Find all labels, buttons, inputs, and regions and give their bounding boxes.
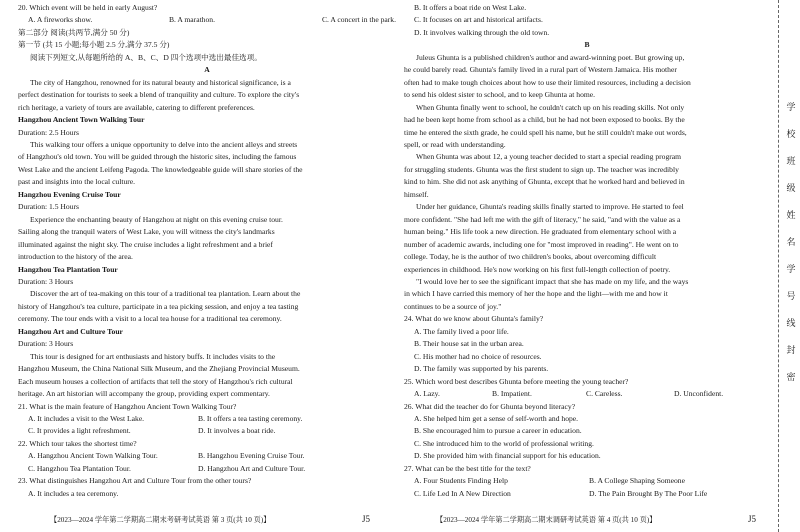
option: A. A fireworks show. — [28, 15, 93, 25]
option: D. The family was supported by his parents. — [414, 364, 549, 374]
intro-line: rich heritage, a variety of tours are available, catering to different preferences. — [18, 102, 255, 112]
option: A. She helped him get a sense of self-worth and hope. — [414, 413, 579, 423]
option: B. Impatient. — [492, 389, 532, 399]
option: D. Unconfident. — [674, 389, 724, 399]
q24-stem: 24. What do we know about Ghunta's family? — [404, 314, 544, 324]
option: B. Hangzhou Evening Cruise Tour. — [198, 451, 305, 461]
q22-options-row — [18, 463, 396, 475]
passage-line: Under her guidance, Ghunta's reading skills finally started to improve. He started to feel — [416, 202, 684, 212]
passage-line: number of academic awards, including one for "most improved in reading". He went on to — [404, 239, 679, 249]
margin-char: 封 — [786, 345, 796, 355]
option: A. Lazy. — [414, 389, 440, 399]
passage-line: human being." His life took a new direction. He graduated from elementary school with a — [404, 227, 677, 237]
passage-line: time he entered the sixth grade, he could spell his name, but he still couldn't make out words, — [404, 127, 687, 137]
section1-heading: 第一节 (共 15 小题;每小题 2.5 分,满分 37.5 分) — [18, 40, 170, 50]
right-page-mark: J5 — [748, 514, 757, 524]
passage-label-a: A — [204, 65, 210, 75]
part2-heading: 第二部分 阅读(共两节,满分 50 分) — [18, 27, 130, 37]
q21-options-row — [18, 413, 396, 425]
option: D. The Pain Brought By The Poor Life — [589, 488, 708, 498]
tour-line: of Hangzhou's old town. You will be guided through the historic sites, including the famous — [18, 152, 297, 162]
option: C. It focuses on art and historical artifacts. — [414, 15, 543, 25]
tour-duration: Duration: 2.5 Hours — [18, 127, 79, 137]
option: C. She introduced him to the world of professional writing. — [414, 438, 594, 448]
option: B. She encouraged him to pursue a career in education. — [414, 426, 582, 436]
margin-char: 密 — [786, 372, 796, 382]
option: A. The family lived a poor life. — [414, 326, 509, 336]
option: C. Hangzhou Tea Plantation Tour. — [28, 463, 131, 473]
tour-duration: Duration: 3 Hours — [18, 276, 74, 286]
margin-char: 姓 — [786, 210, 796, 220]
q21-stem: 21. What is the main feature of Hangzhou Ancient Town Walking Tour? — [18, 401, 237, 411]
passage-line: in which I have carried this memory of her the hope and the light—with me and how it — [404, 289, 668, 299]
margin-char: 班 — [786, 156, 796, 166]
left-footer: 【2023—2024 学年第二学期高二期末考研考试英语 第 3 页(共 10 页)】 — [50, 516, 271, 524]
tour-line: Discover the art of tea-making on this tour of a traditional tea plantation. Learn about the — [30, 289, 301, 299]
tour-title: Hangzhou Ancient Town Walking Tour — [18, 115, 145, 125]
right-page — [404, 2, 770, 500]
tour-line: Experience the enchanting beauty of Hangzhou at night on this evening cruise tour. — [30, 214, 283, 224]
margin-char: 学 — [786, 264, 796, 274]
tour-line: past and insights into the local culture. — [18, 177, 136, 187]
q27-stem: 27. What can be the best title for the text? — [404, 463, 531, 473]
passage-line: more confident. "She had left me with the gift of literacy," he said, "and with the value as a — [404, 214, 681, 224]
tour-line: Hangzhou Museum, the China National Silk Museum, and the Zhejiang Provincial Museum. — [18, 364, 300, 374]
q27-options-row — [404, 475, 770, 487]
tour-line: This walking tour offers a unique opportunity to delve into the ancient alleys and streets — [30, 139, 298, 149]
tour-line: illuminated against the night sky. The cruise includes a light refreshment and a brief — [18, 239, 273, 249]
option: B. Their house sat in the urban area. — [414, 339, 524, 349]
intro-line: The city of Hangzhou, renowned for its natural beauty and historical significance, is a — [30, 77, 291, 87]
tour-line: Each museum houses a collection of artifacts that tell the story of Hangzhou's rich cultural — [18, 376, 293, 386]
tour-line: introduction to the history of the area. — [18, 252, 133, 262]
margin-char: 名 — [786, 237, 796, 247]
tour-duration: Duration: 3 Hours — [18, 339, 74, 349]
margin-char: 校 — [786, 129, 796, 139]
option: D. Hangzhou Art and Culture Tour. — [198, 463, 306, 473]
margin-char: 号 — [786, 291, 796, 301]
passage-line: kind to him. She did not ask anything of Ghunta, except that he worked hard and believed in — [404, 177, 685, 187]
q20-stem: 20. Which event will be held in early August? — [18, 3, 158, 12]
tour-line: ceremony. The tour ends with a visit to a local tea house for a traditional tea ceremony. — [18, 314, 282, 324]
q26-stem: 26. What did the teacher do for Ghunta beyond literacy? — [404, 401, 576, 411]
option: B. It offers a boat ride on West Lake. — [414, 3, 527, 12]
passage-line: spell, or read with understanding. — [404, 139, 506, 149]
tour-line: history of Hangzhou's tea culture, participate in a tea picking session, and enjoy a tea tasting — [18, 301, 299, 311]
tour-title: Hangzhou Art and Culture Tour — [18, 326, 123, 336]
passage-line: "I would love her to see the significant impact that she has made on my life, and the ways — [416, 276, 689, 286]
tour-line: heritage. An art historian will accompany the group, providing expert commentary. — [18, 389, 270, 399]
passage-line: for struggling students. Ghunta was the first student to sign up. The teacher was incredibly — [404, 164, 679, 174]
tour-title: Hangzhou Tea Plantation Tour — [18, 264, 118, 274]
option: A. Four Students Finding Help — [414, 476, 508, 486]
binding-line — [778, 0, 779, 532]
passage-line: college. Today, he is the author of two children's books, about overcoming difficult — [404, 252, 657, 262]
option: D. It involves walking through the old town. — [414, 27, 550, 37]
option: D. It involves a boat ride. — [198, 426, 276, 436]
margin-char: 线 — [786, 318, 796, 328]
option: B. A College Shaping Someone — [589, 476, 685, 486]
binding-margin — [784, 100, 798, 383]
option: C. It provides a light refreshment. — [28, 426, 131, 436]
q23-stem: 23. What distinguishes Hangzhou Art and Culture Tour from the other tours? — [18, 476, 252, 486]
option: A. It includes a tea ceremony. — [28, 488, 119, 498]
left-page-mark: J5 — [362, 514, 371, 524]
tour-line: This tour is designed for art enthusiasts and history buffs. It includes visits to the — [30, 351, 276, 361]
q22-stem: 22. Which tour takes the shortest time? — [18, 438, 137, 448]
intro-line: perfect destination for tourists to seek a blend of tranquility and culture. To explore the city's — [18, 90, 300, 100]
margin-char: 学 — [786, 102, 796, 112]
option: A. It includes a visit to the West Lake. — [28, 413, 145, 423]
margin-char: 级 — [786, 183, 796, 193]
q20-options — [18, 14, 396, 26]
passage-line: continues to be a source of joy." — [404, 301, 502, 311]
tour-duration: Duration: 1.5 Hours — [18, 202, 79, 212]
left-page — [18, 2, 396, 500]
passage-line: Juleus Ghunta is a published children's author and award-winning poet. But growing up, — [416, 52, 685, 62]
q25-options — [404, 388, 770, 400]
passage-line: When Ghunta was about 12, a young teacher decided to start a special reading program — [416, 152, 682, 162]
tour-line: West Lake and the ancient Leifeng Pagoda. The knowledgeable guide will share stories of the — [18, 164, 303, 174]
option: A. Hangzhou Ancient Town Walking Tour. — [28, 451, 158, 461]
instruction: 阅读下列短文,从每题所给的 A、B、C、D 四个选项中选出最佳选项。 — [30, 52, 262, 62]
passage-line: to send his oldest sister to school, and to keep Ghunta at home. — [404, 90, 596, 100]
q21-options-row — [18, 425, 396, 437]
option: C. Careless. — [586, 389, 623, 399]
passage-line: experiences in childhood. He's now working on his first full-length collection of poetry. — [404, 264, 671, 274]
passage-line: had he been kept home from school as a child, but he had not been exposed to books. By the — [404, 115, 685, 125]
option: B. A marathon. — [168, 15, 215, 25]
option: C. A concert in the park. — [321, 15, 396, 25]
option: C. Life Led In A New Direction — [414, 488, 511, 498]
option: C. His mother had no choice of resources. — [414, 351, 542, 361]
passage-line: When Ghunta finally went to school, he couldn't catch up on his reading skills. Not only — [416, 102, 685, 112]
passage-line: he could barely read. Ghunta's family lived in a rural part of Western Jamaica. His mother — [404, 65, 677, 75]
tour-title: Hangzhou Evening Cruise Tour — [18, 189, 121, 199]
passage-label-b: B — [584, 40, 590, 50]
q25-stem: 25. Which word best describes Ghunta before meeting the young teacher? — [404, 376, 629, 386]
tour-line: Sailing along the tranquil waters of West Lake, you will witness the city's landmarks — [18, 227, 275, 237]
passage-line: himself. — [404, 189, 429, 199]
option: B. It offers a tea tasting ceremony. — [198, 413, 303, 423]
right-footer: 【2023—2024 学年第二学期高二期末调研考试英语 第 4 页(共 10 页)】 — [436, 516, 657, 524]
option: D. She provided him with financial support for his education. — [414, 451, 601, 461]
passage-line: often had to make tough choices about how to use their limited resources, including a decision — [404, 77, 691, 87]
q27-options-row — [404, 488, 770, 500]
q22-options-row — [18, 450, 396, 462]
